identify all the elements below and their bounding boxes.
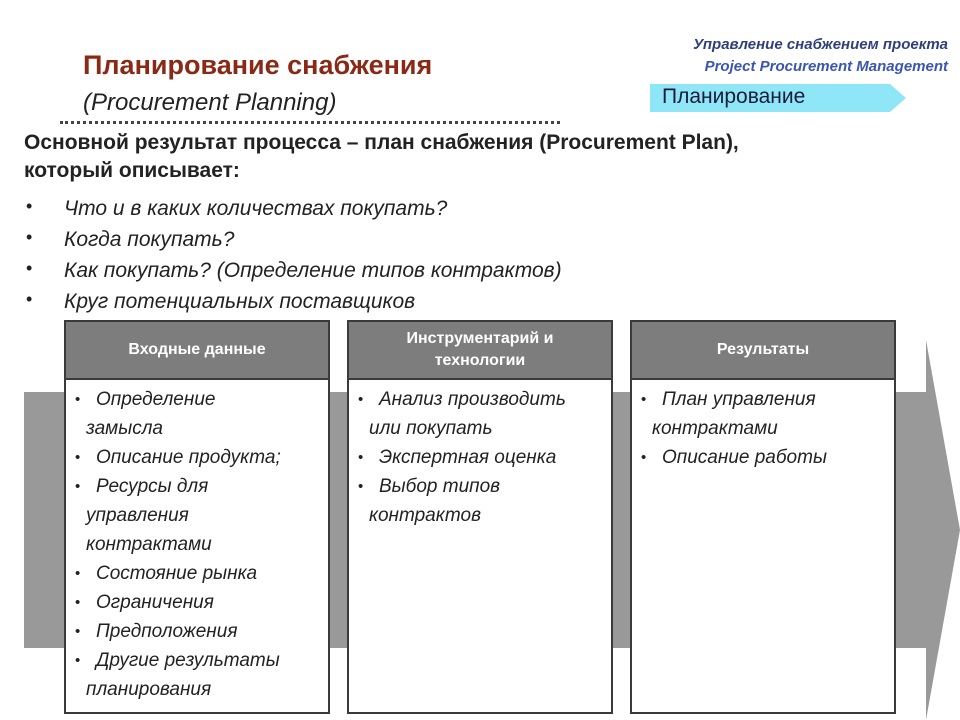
bullet-dot-icon: •	[75, 652, 81, 669]
list-item: • Описание продукта;	[72, 443, 324, 472]
list-item: • Выбор типов контрактов	[355, 472, 607, 530]
bullet-dot-icon: •	[75, 623, 81, 640]
bullet-item: • Круг потенциальных поставщиков	[24, 286, 924, 317]
list-item: • Состояние рынка	[72, 559, 324, 588]
bullet-item: • Как покупать? (Определение типов контрактов)	[24, 255, 924, 286]
intro-line-1: Основной результат процесса – план снабжения (Procurement Plan),	[24, 131, 739, 154]
column-body-inputs	[64, 378, 330, 714]
column-body-tools	[347, 378, 613, 714]
list-item: • План управления контрактами	[638, 385, 890, 443]
bullet-list	[24, 193, 924, 317]
column-body-results	[630, 378, 896, 714]
list-item: • Предположения	[72, 617, 324, 646]
header-en: Project Procurement Management	[704, 58, 948, 75]
stage-tag-label: Планирование	[662, 85, 806, 108]
bullet-dot-icon: •	[26, 258, 33, 278]
slide-subtitle: (Procurement Planning)	[83, 89, 337, 116]
header-ru: Управление снабжением проекта	[693, 36, 948, 53]
bullet-dot-icon: •	[26, 196, 33, 216]
list-item: • Ограничения	[72, 588, 324, 617]
bullet-item: • Что и в каких количествах покупать?	[24, 193, 924, 224]
bullet-dot-icon: •	[26, 227, 33, 247]
slide-title: Планирование снабжения	[83, 50, 433, 80]
intro-text	[24, 129, 954, 185]
bullet-dot-icon: •	[75, 478, 81, 495]
list-item: • Описание работы	[638, 443, 890, 472]
bullet-dot-icon: •	[75, 449, 81, 466]
bullet-dot-icon: •	[641, 449, 647, 466]
bullet-dot-icon: •	[75, 391, 81, 408]
list-item: • Другие результаты планирования	[72, 646, 324, 704]
bullet-dot-icon: •	[75, 594, 81, 611]
bullet-dot-icon: •	[358, 478, 364, 495]
bullet-dot-icon: •	[26, 289, 33, 309]
column-header-tools: Инструментарий и технологии	[347, 320, 613, 380]
list-item: • Анализ производить или покупать	[355, 385, 607, 443]
dotted-divider	[60, 121, 560, 124]
bullet-dot-icon: •	[641, 391, 647, 408]
bullet-dot-icon: •	[358, 449, 364, 466]
bullet-dot-icon: •	[358, 391, 364, 408]
column-header-results: Результаты	[630, 320, 896, 380]
bullet-item: • Когда покупать?	[24, 224, 924, 255]
list-item: • Определение замысла	[72, 385, 324, 443]
list-item: • Ресурсы для управления контрактами	[72, 472, 324, 559]
intro-line-2: который описывает:	[24, 159, 240, 182]
list-item: • Экспертная оценка	[355, 443, 607, 472]
bullet-dot-icon: •	[75, 565, 81, 582]
column-header-inputs: Входные данные	[64, 320, 330, 380]
